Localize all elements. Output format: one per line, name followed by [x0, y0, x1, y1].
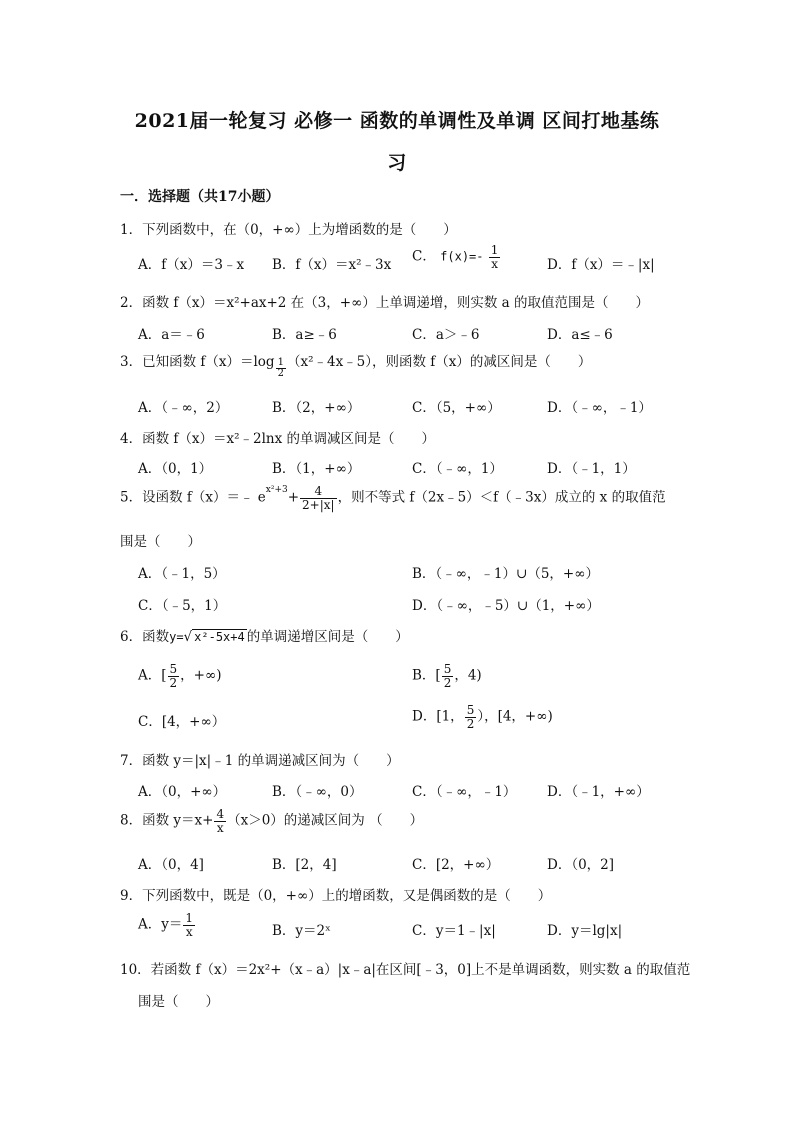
q5-stem-a: 5．设函数 f（x）＝﹣ e	[120, 489, 266, 506]
q2-option-a: A．a＝﹣6	[138, 327, 205, 343]
q8-option-a: A．（0，4]	[138, 857, 204, 873]
q4-option-c: C．（﹣∞，1）	[412, 461, 503, 477]
q6-a-num: 5	[169, 662, 178, 676]
q6-y: y=	[169, 630, 184, 644]
q2-option-b: B．a≥﹣6	[272, 327, 337, 343]
q9-a-den: x	[185, 924, 193, 939]
q9-option-c: C．y＝1﹣|x|	[412, 923, 496, 939]
question-3-stem	[120, 350, 592, 379]
document-title-line2: 习	[387, 152, 407, 174]
q8-stem-b: （x＞0）的递减区间为 （ ）	[227, 812, 424, 829]
q3-option-b: B．（2，+∞）	[272, 400, 361, 416]
question-2-stem: 2．函数 f（x）＝x²+ax+2 在（3，+∞）上单调递增，则实数 a 的取值范围是（ ）	[120, 295, 649, 311]
question-1-stem: 1．下列函数中，在（0，+∞）上为增函数的是（ ）	[120, 222, 457, 238]
q5-num: 4	[300, 485, 337, 499]
q6-b-num: 5	[443, 662, 452, 676]
q2-option-d: D．a≤﹣6	[547, 327, 613, 343]
q7-option-b: B．（﹣∞，0）	[272, 784, 363, 800]
q5-option-a: A．（﹣1，5）	[138, 566, 226, 582]
q4-option-d: D．（﹣1，1）	[547, 461, 636, 477]
q7-option-c: C．（﹣∞，﹣1）	[412, 784, 517, 800]
q6-d-num: 5	[466, 703, 475, 717]
q6-option-d	[412, 704, 553, 730]
q5-option-d: D．（﹣∞，﹣5）∪（1，+∞）	[412, 598, 600, 614]
q6-d-tail: ），[4，+∞)	[477, 708, 553, 725]
q1-c-den: x	[491, 256, 498, 271]
q9-a-label: A．y＝	[138, 916, 183, 933]
q6-a-label: A．[	[138, 667, 167, 684]
q3-option-d: D．（﹣∞，﹣1）	[547, 400, 652, 416]
q2-option-c: C．a＞﹣6	[412, 327, 480, 343]
question-8-stem	[120, 808, 423, 834]
q3-stem-a: 3．已知函数 f（x）＝log	[120, 354, 275, 370]
q6-b-tail: ，4)	[454, 667, 482, 684]
question-6-stem	[120, 625, 409, 645]
q7-option-d: D．（﹣1，+∞）	[547, 784, 650, 800]
section-heading: 一．选择题（共17小题）	[120, 189, 280, 205]
q6-a-den: 2	[169, 675, 178, 690]
q4-option-b: B．（1，+∞）	[272, 461, 361, 477]
q1-option-c-prefix: f(x)=-	[440, 249, 484, 264]
q5-exponent: x²+3	[265, 485, 288, 496]
q6-option-a	[138, 663, 222, 689]
q1-option-c	[412, 244, 501, 270]
q5-den: 2+|x|	[302, 497, 335, 512]
question-4-stem: 4．函数 f（x）＝x²﹣2lnx 的单调减区间是（ ）	[120, 431, 436, 447]
q8-option-d: D．（0，2]	[547, 857, 615, 873]
q6-stem-b: 的单调递增区间是（ ）	[246, 629, 409, 645]
q6-b-label: B．[	[412, 667, 441, 684]
q3-option-c: C．（5，+∞）	[412, 400, 501, 416]
q5-option-c: C．（﹣5，1）	[138, 598, 227, 614]
q6-option-c: C．[4，+∞）	[138, 714, 226, 730]
q8-option-c: C．[2，+∞）	[412, 857, 500, 873]
q1-option-c-label: C．	[412, 248, 436, 265]
q6-b-den: 2	[443, 675, 452, 690]
q1-c-num: 1	[490, 243, 499, 257]
q6-d-label: D．[1，	[412, 708, 464, 725]
question-5-stem-cont: 围是（ ）	[120, 534, 201, 550]
q7-option-a: A．（0，+∞）	[138, 784, 227, 800]
q1-option-a: A．f（x）＝3﹣x	[138, 257, 245, 273]
question-7-stem: 7．函数 y＝|x|﹣1 的单调递减区间为（ ）	[120, 753, 400, 769]
q4-option-a: A．（0，1）	[138, 461, 213, 477]
question-5-stem	[120, 485, 666, 511]
q6-sqrt-sign: √	[183, 629, 193, 645]
q8-option-b: B．[2，4]	[272, 857, 337, 873]
q6-option-b	[412, 663, 482, 689]
q6-stem-a: 6．函数	[120, 629, 170, 645]
q1-option-d: D．f（x）＝﹣|x|	[547, 257, 655, 273]
question-10-stem-cont: 围是（ ）	[138, 994, 219, 1010]
q5-option-b: B．（﹣∞，﹣1）∪（5，+∞）	[412, 566, 599, 582]
q3-log-base-den: 2	[277, 368, 284, 379]
q9-option-a	[138, 912, 196, 938]
q3-option-a: A．（﹣∞，2）	[138, 400, 229, 416]
q8-num: 4	[216, 807, 225, 821]
q6-radicand: x²-5x+4	[194, 630, 245, 644]
q5-stem-b: ，则不等式 f（2x﹣5）＜f（﹣3x）成立的 x 的取值范	[337, 489, 666, 506]
q6-d-den: 2	[466, 716, 475, 731]
document-title-line1: 2021届一轮复习 必修一 函数的单调性及单调 区间打地基练	[134, 110, 660, 132]
q9-option-d: D．y＝lg|x|	[547, 923, 623, 939]
q9-option-b: B．y＝2ˣ	[272, 923, 331, 939]
q6-a-tail: ，+∞)	[180, 667, 222, 684]
q8-stem-a: 8．函数 y＝x+	[120, 812, 214, 829]
q9-a-num: 1	[185, 911, 194, 925]
q8-den: x	[216, 820, 224, 835]
q3-stem-b: （x²﹣4x﹣5），则函数 f（x）的减区间是（ ）	[286, 354, 592, 370]
question-9-stem: 9．下列函数中，既是（0，+∞）上的增函数，又是偶函数的是（ ）	[120, 888, 552, 904]
question-10-stem: 10．若函数 f（x）＝2x²+（x﹣a）|x﹣a|在区间[﹣3，0]上不是单调函数，则实数 a 的取值范	[120, 962, 691, 978]
q5-plus: +	[287, 489, 300, 506]
q3-log-base-num: 1	[277, 356, 284, 368]
q1-option-b: B．f（x）＝x²﹣3x	[272, 257, 392, 273]
